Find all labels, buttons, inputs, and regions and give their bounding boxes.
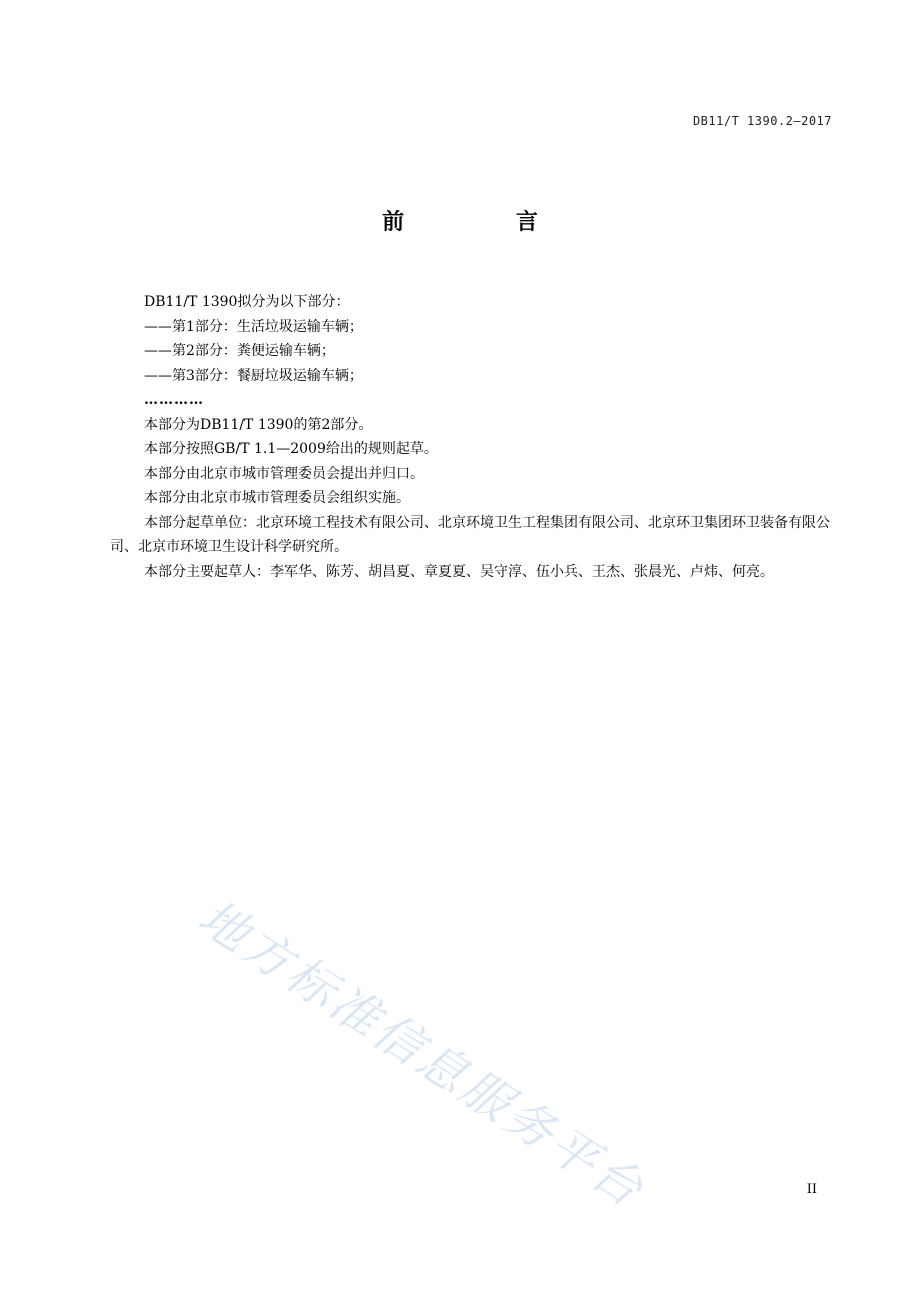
paragraph-proposer: 本部分由北京市城市管理委员会提出并归口。 <box>144 465 424 482</box>
paragraph-parts-intro: DB11/T 1390拟分为以下部分： <box>144 294 350 310</box>
paragraph-drafters: 本部分主要起草人：李军华、陈芳、胡昌夏、章夏夏、吴守淳、伍小兵、王杰、张晨光、卢炜、何亮。 <box>144 563 774 580</box>
paragraph-drafting-units: 本部分起草单位：北京环境工程技术有限公司、北京环境卫生工程集团有限公司、北京环卫集团环卫装备有限公司、北京市环境卫生设计科学研究所。 <box>110 514 830 555</box>
paragraph-part-3: ——第3部分：餐厨垃圾运输车辆； <box>144 367 363 384</box>
paragraph-part-2: ——第2部分：粪便运输车辆； <box>144 343 335 359</box>
paragraph-this-part: 本部分为DB11/T 1390的第2部分。 <box>144 416 373 433</box>
paragraph-drafting-rules: 本部分按照GB/T 1.1—2009给出的规则起草。 <box>144 441 438 457</box>
paragraph-ellipsis: ………… <box>144 392 204 408</box>
page-number: II <box>806 1182 817 1197</box>
watermark-text: 地方标准信息服务平台 <box>188 889 656 1220</box>
page-title: 前 言 <box>382 210 590 235</box>
paragraph-implementer: 本部分由北京市城市管理委员会组织实施。 <box>144 490 410 506</box>
paragraph-part-1: ——第1部分：生活垃圾运输车辆； <box>144 318 363 335</box>
foreword-body <box>110 290 830 584</box>
document-code-header: DB11/T 1390.2—2017 <box>692 114 832 128</box>
